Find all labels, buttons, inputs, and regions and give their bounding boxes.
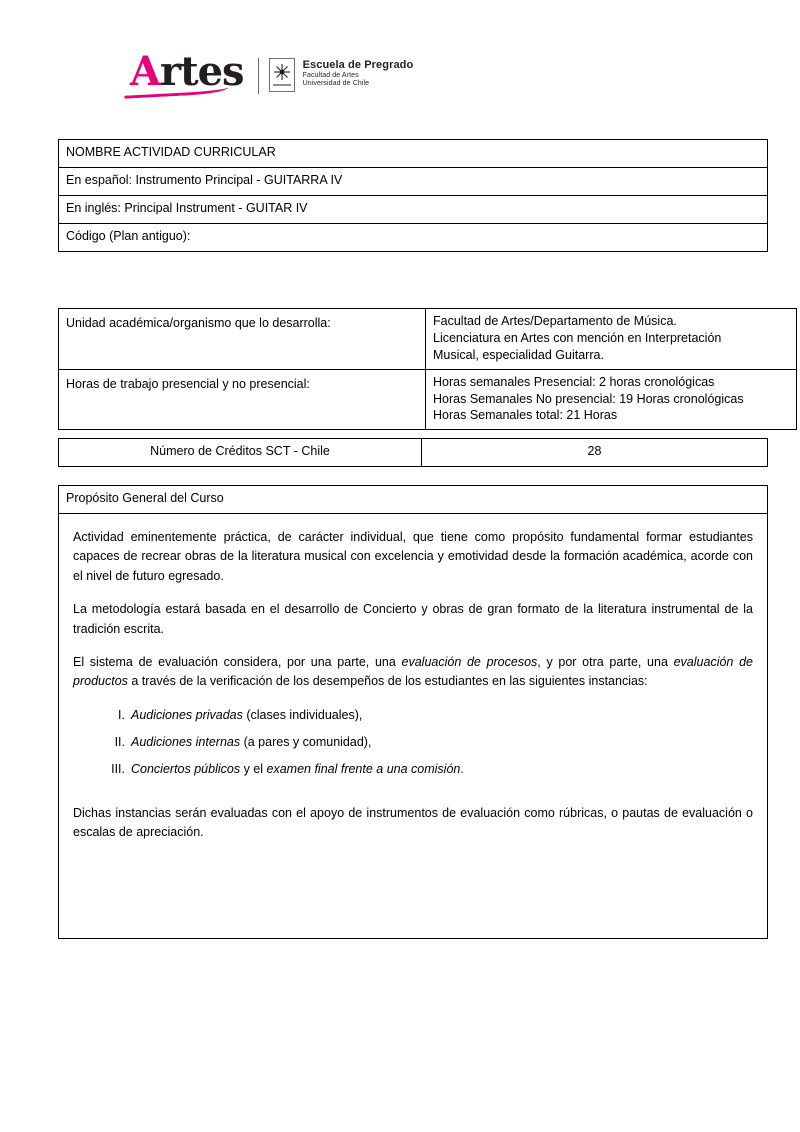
list-item-italic-2: examen final frente a una comisión: [266, 762, 461, 777]
hours-total: Horas Semanales total: 21 Horas: [433, 408, 618, 423]
credits-label: Número de Créditos SCT - Chile: [59, 439, 422, 467]
paragraph-spacer: [73, 794, 753, 804]
school-name: Escuela de Pregrado: [302, 59, 414, 71]
purpose-paragraph-3: [73, 653, 753, 692]
table-row: [59, 439, 768, 467]
artes-wordmark-initial: A: [130, 48, 161, 95]
table-row: [59, 168, 768, 196]
list-item: [73, 760, 753, 779]
p3-part-a: El sistema de evaluación considera, por una parte, una: [73, 654, 402, 669]
credits-table: [58, 438, 768, 467]
purpose-header: Propósito General del Curso: [59, 486, 768, 514]
list-item-italic: Audiciones privadas: [131, 707, 243, 722]
table-row: [59, 224, 768, 252]
list-item-rest: (a pares y comunidad),: [240, 735, 372, 749]
academic-unit-line-1: Facultad de Artes/Departamento de Música.: [433, 314, 677, 328]
table-row: [59, 369, 797, 430]
artes-wordmark: [128, 48, 244, 95]
list-item-italic: Conciertos públicos: [131, 762, 241, 777]
list-item-number: II.: [114, 735, 125, 749]
university-name: Universidad de Chile: [302, 80, 370, 88]
hours-presencial: Horas semanales Presencial: 2 horas cronológicas: [433, 374, 715, 389]
course-name-spanish: En español: Instrumento Principal - GUITARRA IV: [59, 168, 768, 196]
list-item: [73, 706, 753, 725]
p3-italic-1: evaluación de procesos: [401, 654, 538, 669]
table-row: [59, 196, 768, 224]
course-name-header: NOMBRE ACTIVIDAD CURRICULAR: [59, 140, 768, 168]
academic-unit-table: [58, 308, 797, 430]
evaluation-instances-list: [73, 706, 753, 780]
list-item-rest-2: .: [460, 762, 464, 777]
list-item-rest: (clases individuales),: [242, 707, 363, 722]
course-name-english: En inglés: Principal Instrument - GUITAR IV: [59, 196, 768, 224]
faculty-name: Facultad de Artes: [302, 71, 359, 79]
p3-part-b: , y por otra parte, una: [537, 654, 674, 669]
hours-no-presencial: Horas Semanales No presencial: 19 Horas cronológicas: [433, 391, 744, 406]
table-row: [59, 486, 768, 514]
table-row: [59, 309, 797, 370]
table-row: [59, 514, 768, 939]
course-name-table: [58, 139, 768, 252]
artes-wordmark-rest: rtes: [160, 48, 244, 95]
academic-unit-label: Unidad académica/organismo que lo desarrolla:: [59, 309, 426, 370]
p3-part-c: a través de la verificación de los desempeños de los estudiantes en las siguientes instancias:: [127, 674, 648, 689]
p3-italic-2: evaluación de productos: [73, 654, 753, 689]
academic-unit-value: [426, 309, 797, 370]
purpose-table: [58, 485, 768, 939]
work-hours-label: Horas de trabajo presencial y no presencial:: [59, 369, 426, 430]
logo-divider: [258, 58, 259, 94]
course-code: Código (Plan antiguo):: [59, 224, 768, 252]
list-item-rest: y el: [240, 762, 267, 777]
work-hours-value: [426, 369, 797, 430]
credits-value: 28: [422, 439, 768, 467]
purpose-paragraph-2: La metodología estará basada en el desarrollo de Concierto y obras de gran formato de la literatura instrumental de la tradición escrita.: [73, 602, 753, 636]
academic-unit-line-3: Musical, especialidad Guitarra.: [433, 347, 604, 362]
purpose-paragraph-4: Dichas instancias serán evaluadas con el apoyo de instrumentos de evaluación como rúbricas, o pautas de evaluación o escalas de apreciación.: [73, 805, 753, 840]
list-item: [73, 733, 753, 752]
list-item-number: III.: [111, 762, 125, 777]
institution-logo: [128, 48, 414, 95]
list-item-italic: Audiciones internas: [131, 735, 241, 749]
table-row: [59, 140, 768, 168]
purpose-body: [59, 514, 768, 939]
university-crest-icon: [269, 58, 295, 92]
school-text-block: [303, 59, 414, 88]
list-item-number: I.: [118, 707, 125, 722]
purpose-paragraph-1: Actividad eminentemente práctica, de carácter individual, que tiene como propósito fundamental formar estudiantes capaces de recrear obras de la literatura musical con excelencia y emotividad desde la formación académica, acorde con el nivel de futuro egresado.: [73, 530, 753, 583]
academic-unit-line-2: Licenciatura en Artes con mención en Interpretación: [433, 330, 722, 345]
